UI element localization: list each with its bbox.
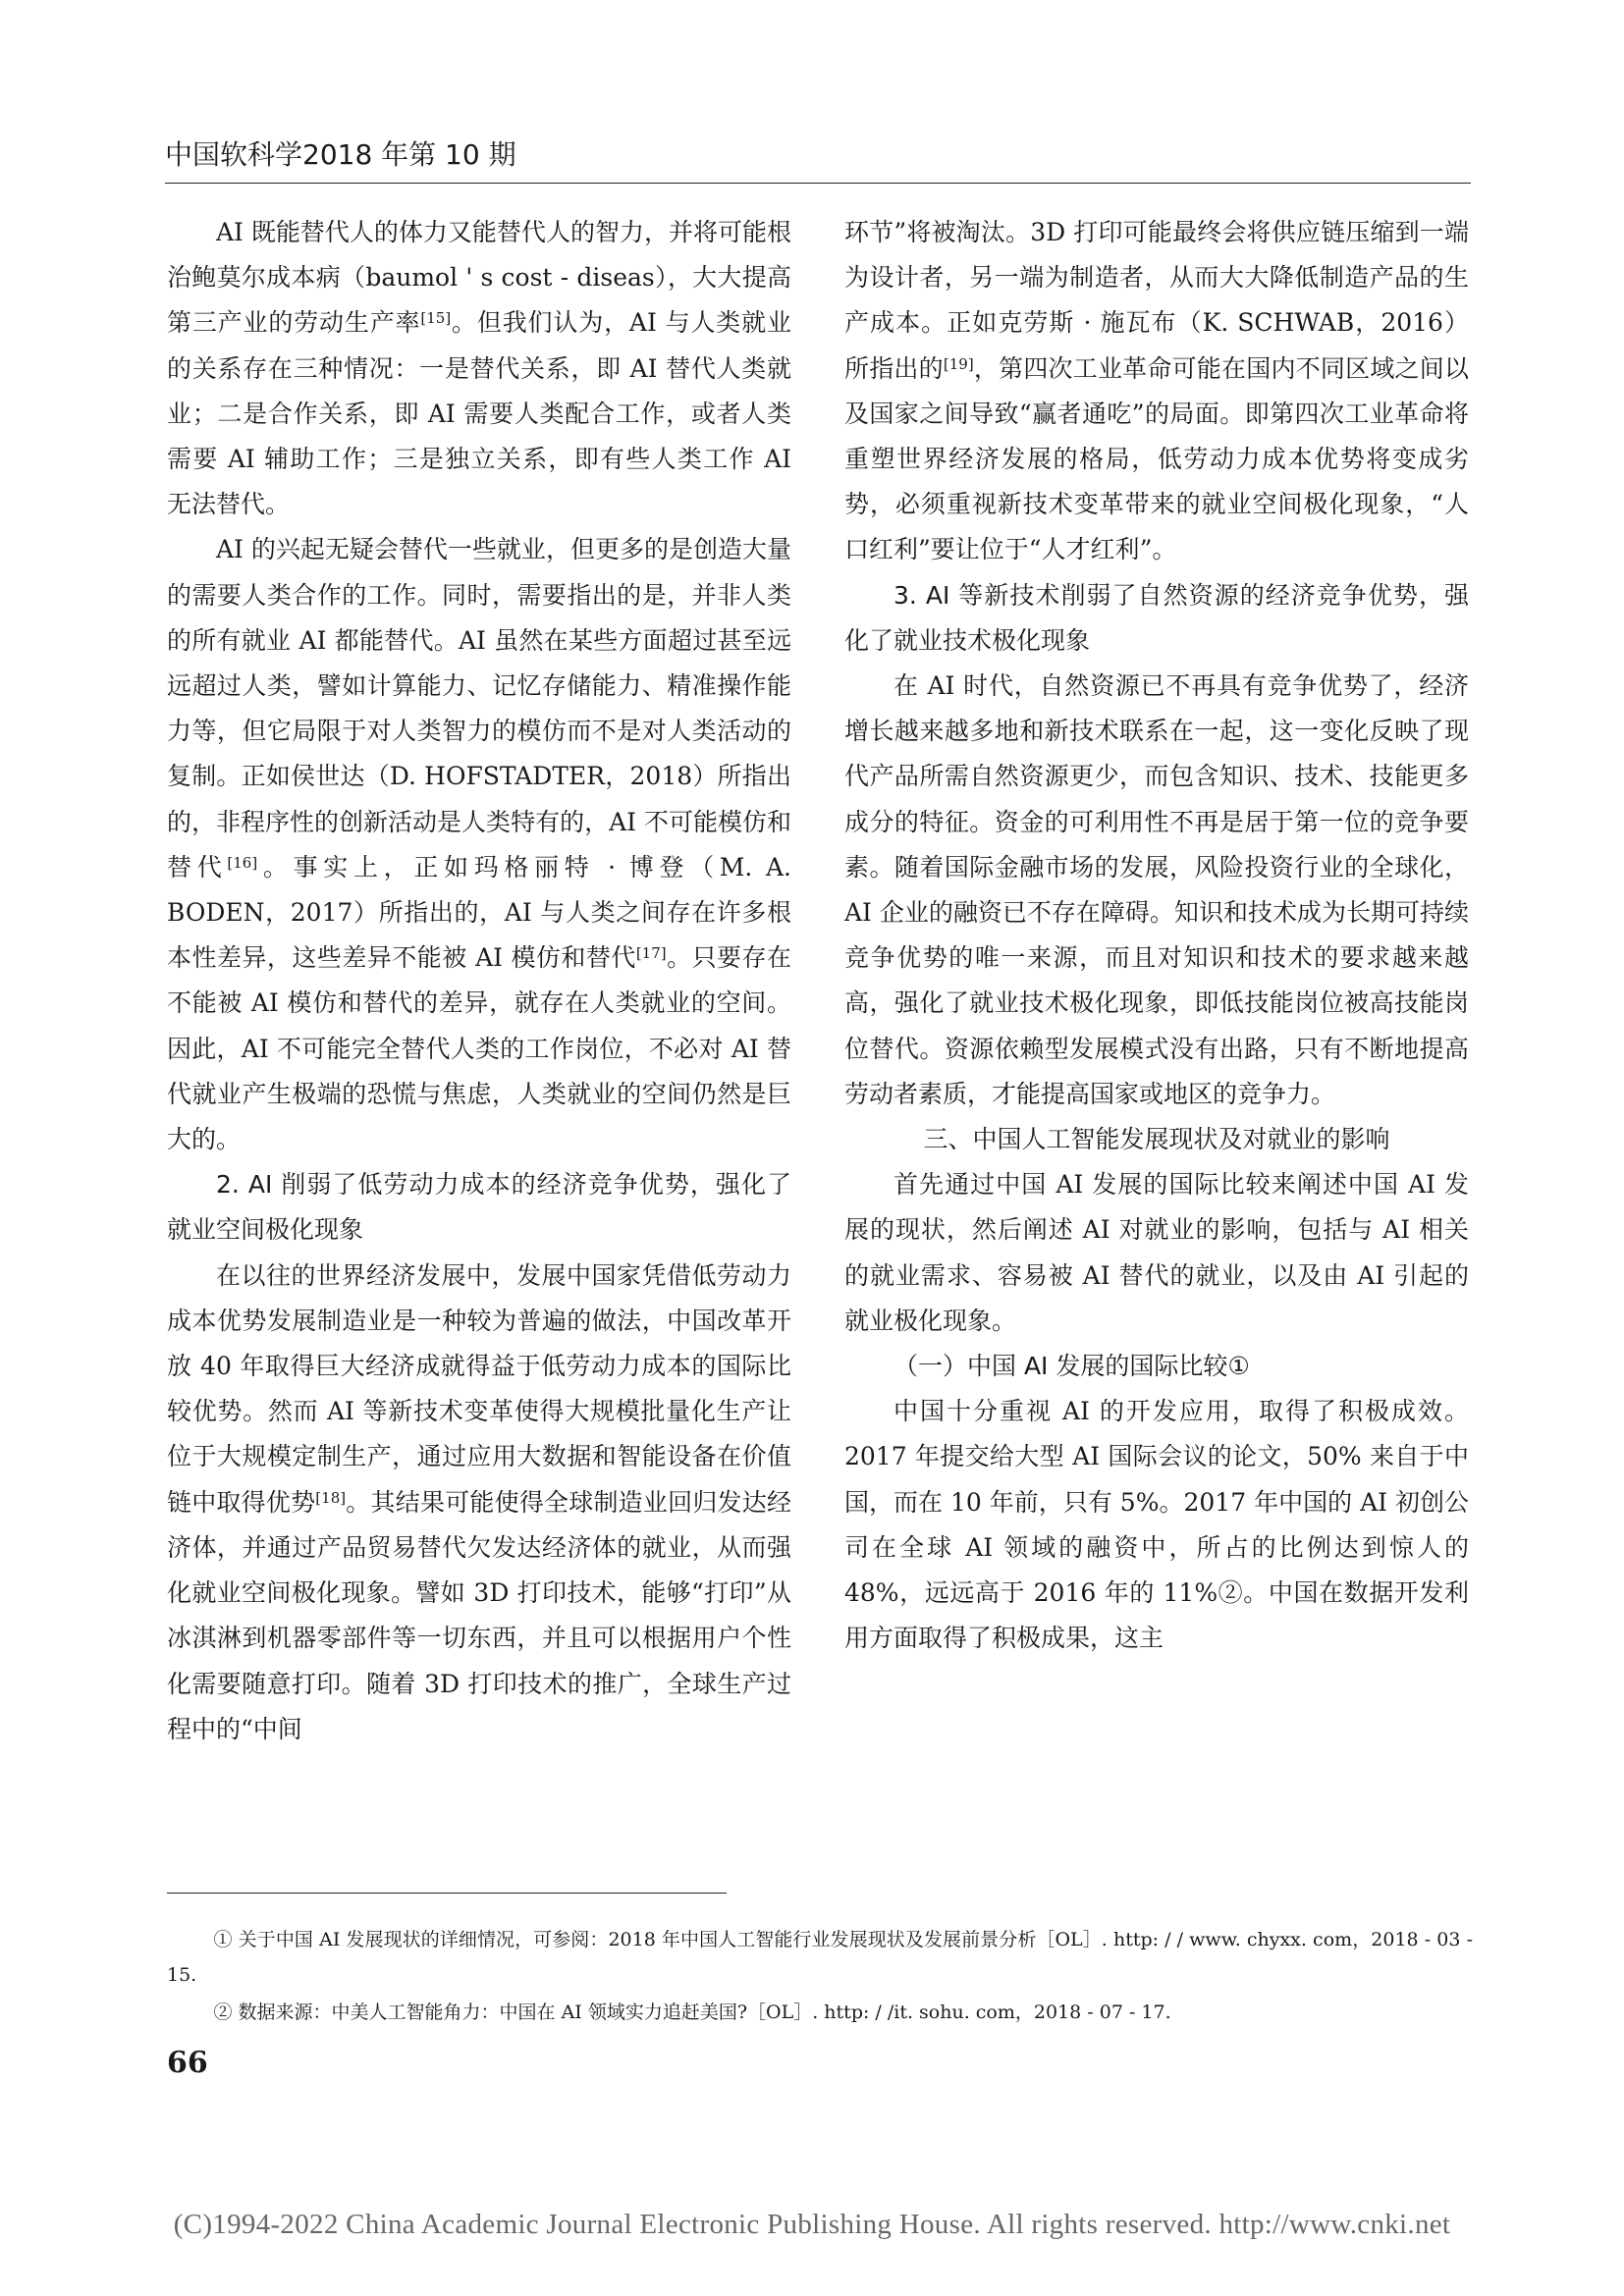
paragraph: 在以往的世界经济发展中，发展中国家凭借低劳动力成本优势发展制造业是一种较为普遍的做法，中国改革开放 40 年取得巨大经济成就得益于低劳动力成本的国际比较优势。然而 AI 等新技术变革使得大规模批量化生产让位于大规模定制生产，通过应用大数据和智能设备在价值链中取得优势[18]。其结果可能使得全球制造业回归发达经济体，并通过产品贸易替代欠发达经济体的就业，从而强化就业空间极化现象。譬如 3D 打印技术，能够“打印”从冰淇淋到机器零部件等一切东西，并且可以根据用户个性化需要随意打印。随着 3D 打印技术的推广，全球生产过程中的“中间 [167,1260,791,1743]
paragraph: 在 AI 时代，自然资源已不再具有竞争优势了，经济增长越来越多地和新技术联系在一起，这一变化反映了现代产品所需自然资源更少，而包含知识、技术、技能更多成分的特征。资金的可利用性不再是居于第一位的竞争要素。随着国际金融市场的发展，风险投资行业的全球化，AI 企业的融资已不存在障碍。知识和技术成为长期可持续竞争优势的唯一来源，而且对知识和技术的要求越来越高，强化了就业技术极化现象，即低技能岗位被高技能岗位替代。资源依赖型发展模式没有出路，只有不断地提高劳动者素质，才能提高国家或地区的竞争力。 [844,671,1469,1108]
paragraph: 环节”将被淘汰。3D 打印可能最终会将供应链压缩到一端为设计者，另一端为制造者，从而大大降低制造产品的生产成本。正如克劳斯 · 施瓦布（K. SCHWAB，2016）所指出的[19]，第四次工业革命可能在国内不同区域之间以及国家之间导致“赢者通吃”的局面。即第四次工业革命将重塑世界经济发展的格局，低劳动力成本优势将变成劣势，必须重视新技术变革带来的就业空间极化现象，“人口红利”要让位于“人才红利”。 [844,218,1469,564]
footnote-rule [167,1893,727,1894]
copyright-notice: (C)1994-2022 China Academic Journal Electronic Publishing House. All rights reserved. http://www.cnki.net [173,2209,1451,2240]
journal-header: 中国软科学2018 年第 10 期 [165,138,516,171]
footnote-1: ① 关于中国 AI 发展现状的详细情况，可参阅：2018 年中国人工智能行业发展现状及发展前景分析［OL］. http: / / www. chyxx. com，2018 - 03 - 15. [167,1929,1473,1986]
paragraph: 首先通过中国 AI 发展的国际比较来阐述中国 AI 发展的现状，然后阐述 AI 对就业的影响，包括与 AI 相关的就业需求、容易被 AI 替代的就业，以及由 AI 引起的就业极化现象。 [844,1170,1469,1335]
section-heading: 3. AI 等新技术削弱了自然资源的经济竞争优势，强化了就业技术极化现象 [844,580,1469,655]
left-column [167,210,791,1898]
subsection-heading: （一）中国 AI 发展的国际比较① [893,1352,1250,1381]
footnote-2: ② 数据来源：中美人工智能角力：中国在 AI 领域实力追赶美国?［OL］. http: / /it. sohu. com，2018 - 07 - 17. [213,2002,1171,2023]
citation: [18] [315,1488,347,1507]
paragraph: 中国十分重视 AI 的开发应用，取得了积极成效。2017 年提交给大型 AI 国际会议的论文，50% 来自于中国，而在 10 年前，只有 5%。2017 年中国的 AI 初创公司在全球 AI 领域的融资中，所占的比例达到惊人的 48%，远远高于 2016 年的 11%②。中国在数据开发利用方面取得了积极成果，这主 [844,1397,1469,1653]
page-number: 66 [167,2046,208,2080]
section-heading: 2. AI 削弱了低劳动力成本的经济竞争优势，强化了就业空间极化现象 [167,1170,791,1245]
chapter-heading: 三、中国人工智能发展现状及对就业的影响 [923,1125,1390,1154]
header-rule [165,183,1471,184]
citation: [16] [227,853,258,872]
citation: [17] [635,944,667,963]
citation: [19] [943,354,974,373]
paragraph: AI 的兴起无疑会替代一些就业，但更多的是创造大量的需要人类合作的工作。同时，需要指出的是，并非人类的所有就业 AI 都能替代。AI 虽然在某些方面超过甚至远远超过人类，譬如计算能力、记忆存储能力、精准操作能力等，但它局限于对人类智力的模仿而不是对人类活动的复制。正如侯世达（D. HOFSTADTER，2018）所指出的，非程序性的创新活动是人类特有的，AI 不可能模仿和替代[16]。事实上，正如玛格丽特 · 博登（M. A. BODEN，2017）所指出的，AI 与人类之间存在许多根本性差异，这些差异不能被 AI 模仿和替代[17]。只要存在不能被 AI 模仿和替代的差异，就存在人类就业的空间。因此，AI 不可能完全替代人类的工作岗位，不必对 AI 替代就业产生极端的恐慌与焦虑，人类就业的空间仍然是巨大的。 [167,535,791,1154]
paragraph: AI 既能替代人的体力又能替代人的智力，并将可能根治鲍莫尔成本病（baumol ' s cost - diseas），大大提高第三产业的劳动生产率[15]。但我们认为，AI 与人类就业的关系存在三种情况：一是替代关系，即 AI 替代人类就业；二是合作关系，即 AI 需要人类配合工作，或者人类需要 AI 辅助工作；三是独立关系，即有些人类工作 AI 无法替代。 [167,218,791,519]
right-column [844,210,1469,1898]
citation: [15] [420,309,452,328]
